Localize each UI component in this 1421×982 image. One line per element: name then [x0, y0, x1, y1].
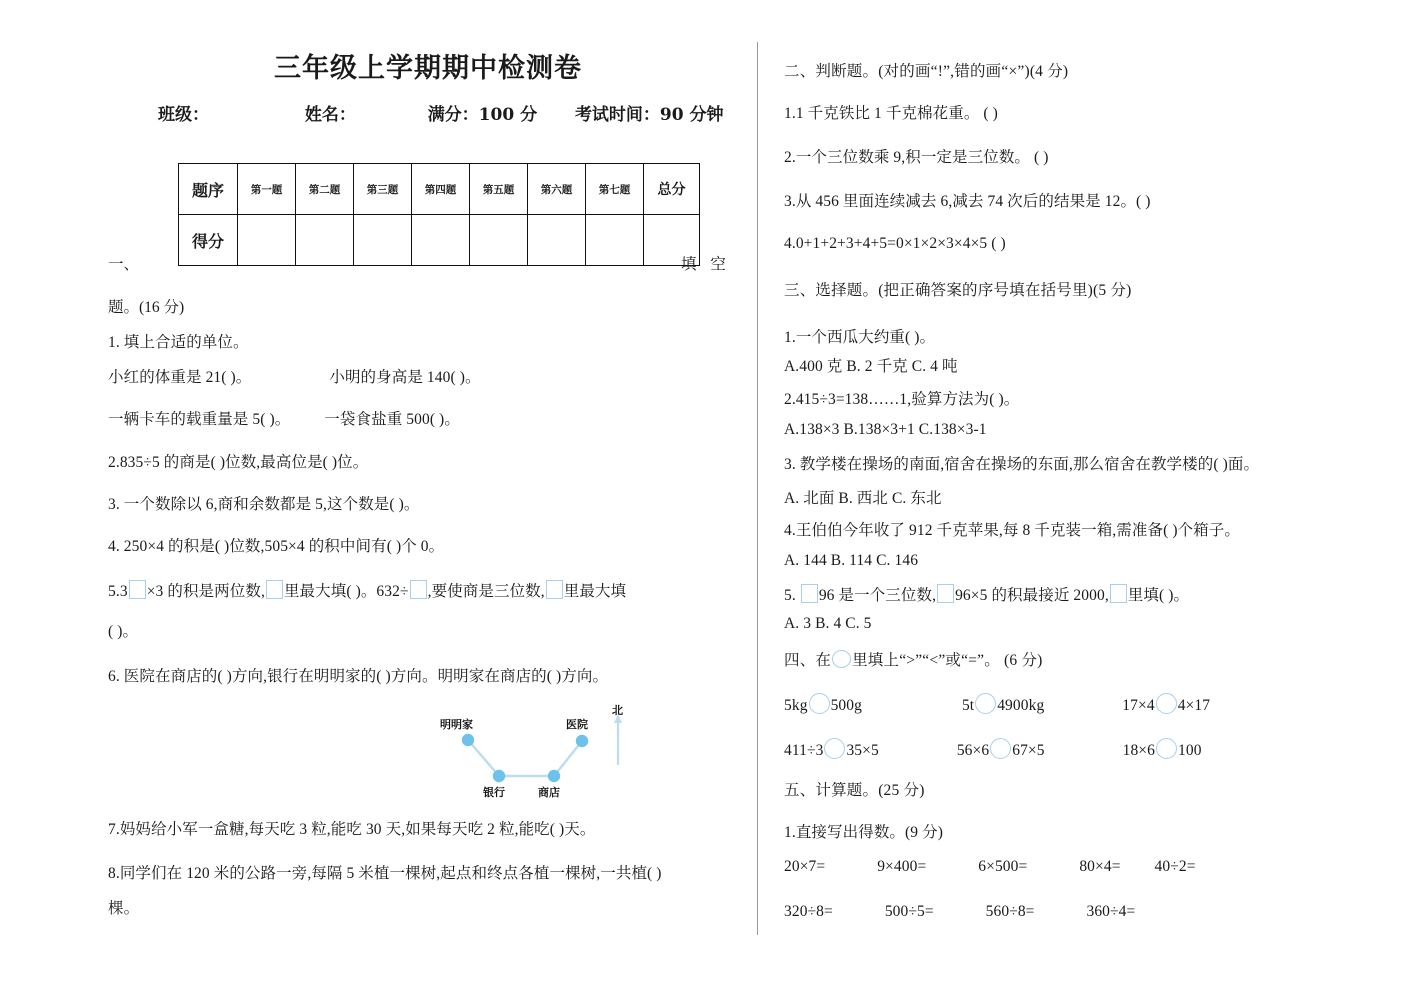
calc-item-8: 560÷8= [985, 903, 1035, 920]
compare-left-4: 411÷3 [784, 742, 824, 759]
dot-store [548, 770, 560, 782]
calc-item-7: 500÷5= [884, 903, 934, 920]
column-divider [757, 42, 758, 935]
section4-row-2 [784, 738, 1202, 760]
compare-circle-icon[interactable] [1156, 738, 1177, 759]
section4-heading-part-2: 里填上“>”“<”或“=”。 (6 分) [852, 652, 1043, 669]
compare-circle-icon[interactable] [809, 693, 830, 714]
score-cell-5[interactable] [470, 215, 528, 266]
section3-q5-stem [784, 584, 1189, 605]
section1-heading-prefix: 一、 [108, 256, 140, 273]
q1-item-height: 小明的身高是 140( )。 [329, 369, 481, 386]
section3-q5-part-4: 里填( )。 [1127, 587, 1190, 604]
compare-left-2: 5t [961, 697, 975, 714]
section3-q4-options: A. 144 B. 114 C. 146 [784, 552, 919, 569]
section3-q5-options: A. 3 B. 4 C. 5 [784, 615, 872, 632]
route-line [468, 740, 582, 776]
section1-heading-tail: 填 空 [681, 256, 731, 273]
dot-bank [493, 770, 505, 782]
section2-heading: 二、判断题。(对的画“!”,错的画“×”)(4 分) [784, 63, 1069, 80]
compare-left-1: 5kg [784, 697, 808, 714]
map-label-north: 北 [612, 704, 623, 717]
table-row-score [179, 215, 700, 266]
compare-right-2: 4900kg [997, 697, 1045, 714]
score-cell-7[interactable] [586, 215, 644, 266]
q1-row-b [108, 410, 460, 429]
compare-circle-icon[interactable] [824, 738, 845, 759]
calc-item-2: 9×400= [877, 858, 927, 875]
total-header: 总分 [644, 164, 700, 215]
name-label: 姓名： [304, 105, 356, 125]
question-header-6: 第六题 [528, 164, 586, 215]
section3-q5-part-3: 96×5 的积最接近 2000, [955, 587, 1109, 604]
q5-part-1: 5.3 [108, 583, 128, 600]
answer-box-icon[interactable] [1110, 584, 1127, 603]
question-header-1: 第一题 [238, 164, 296, 215]
compare-circle-icon[interactable] [832, 650, 851, 668]
q5-line1 [108, 580, 626, 601]
map-label-hospital: 医院 [566, 718, 588, 731]
section3-q1-stem: 1.一个西瓜大约重( )。 [784, 329, 936, 346]
row-header-question: 题序 [179, 164, 238, 215]
section4-row-1 [784, 693, 1210, 715]
section3-heading: 三、选择题。(把正确答案的序号填在括号里)(5 分) [784, 282, 1132, 299]
section3-q2-stem: 2.415÷3=138……1,验算方法为( )。 [784, 391, 1020, 408]
compare-circle-icon[interactable] [1156, 693, 1177, 714]
row-header-score: 得分 [179, 215, 238, 266]
compare-circle-icon[interactable] [990, 738, 1011, 759]
question-header-7: 第七题 [586, 164, 644, 215]
table-row-question [179, 164, 700, 215]
class-label: 班级： [158, 105, 209, 125]
section3-q1-options: A.400 克 B. 2 千克 C. 4 吨 [784, 358, 958, 375]
dot-hospital [576, 735, 588, 747]
map-label-home: 明明家 [440, 718, 473, 731]
question-header-3: 第三题 [354, 164, 412, 215]
section4-heading [784, 650, 1042, 670]
page-title: 三年级上学期期中检测卷 [274, 53, 582, 84]
q8-line1: 8.同学们在 120 米的公路一旁,每隔 5 米植一棵树,起点和终点各植一棵树,一共植( ) [108, 865, 662, 882]
q5-part-4: ,要使商是三位数, [427, 583, 545, 600]
compare-right-5: 67×5 [1012, 742, 1045, 759]
section3-q5-part-2: 96 是一个三位数, [818, 587, 937, 604]
q1-stem: 1. 填上合适的单位。 [108, 334, 249, 351]
section2-item-4: 4.0+1+2+3+4+5=0×1×2×3×4×5 ( ) [784, 235, 1006, 252]
compare-right-6: 100 [1178, 742, 1202, 759]
answer-box-icon[interactable] [410, 580, 427, 599]
calc-item-6: 320÷8= [784, 903, 833, 920]
section2-item-3: 3.从 456 里面连续减去 6,减去 74 次后的结果是 12。( ) [784, 193, 1151, 210]
score-cell-2[interactable] [296, 215, 354, 266]
section5-row-1 [784, 857, 1196, 876]
q1-item-weight: 小红的体重是 21( )。 [108, 369, 252, 386]
question-header-5: 第五题 [470, 164, 528, 215]
section3-q5-part-1: 5. [784, 587, 800, 604]
score-table [178, 163, 700, 266]
calc-item-9: 360÷4= [1086, 903, 1136, 920]
section4-heading-part-1: 四、在 [784, 652, 832, 669]
section3-q4-stem: 4.王伯伯今年收了 912 千克苹果,每 8 千克装一箱,需准备( )个箱子。 [784, 522, 1240, 539]
compare-left-3: 17×4 [1122, 697, 1155, 714]
score-cell-3[interactable] [354, 215, 412, 266]
exam-time-label: 考试时间：90 分钟 [574, 105, 724, 125]
direction-diagram [330, 700, 650, 810]
compare-right-3: 4×17 [1177, 697, 1211, 714]
section5-row-2 [784, 902, 1135, 921]
map-label-store: 商店 [538, 786, 560, 799]
q5-part-2: ×3 的积是两位数, [146, 583, 265, 600]
section5-heading: 五、计算题。(25 分) [784, 782, 925, 799]
question-header-2: 第二题 [296, 164, 354, 215]
section3-q3-options: A. 北面 B. 西北 C. 东北 [784, 490, 942, 507]
calc-item-3: 6×500= [978, 858, 1028, 875]
answer-box-icon[interactable] [801, 584, 818, 603]
section3-q2-options: A.138×3 B.138×3+1 C.138×3-1 [784, 421, 987, 438]
answer-box-icon[interactable] [937, 584, 954, 603]
compare-left-6: 18×6 [1122, 742, 1155, 759]
answer-box-icon[interactable] [129, 580, 146, 599]
score-cell-1[interactable] [238, 215, 296, 266]
calc-item-5: 40÷2= [1154, 858, 1196, 875]
answer-box-icon[interactable] [546, 580, 563, 599]
section5-q1-stem: 1.直接写出得数。(9 分) [784, 824, 943, 841]
score-cell-6[interactable] [528, 215, 586, 266]
calc-item-4: 80×4= [1079, 858, 1121, 875]
map-label-bank: 银行 [483, 786, 505, 799]
q7: 7.妈妈给小军一盒糖,每天吃 3 粒,能吃 30 天,如果每天吃 2 粒,能吃( )天。 [108, 821, 596, 838]
q5-part-5: 里最大填 [563, 583, 627, 600]
answer-box-icon[interactable] [266, 580, 283, 599]
q1-row-a [108, 368, 481, 387]
calc-item-1: 20×7= [784, 858, 826, 875]
section2-item-2: 2.一个三位数乘 9,积一定是三位数。 ( ) [784, 149, 1049, 166]
full-score-label: 满分：100 分 [427, 105, 538, 125]
q8-line2: 棵。 [108, 900, 140, 917]
section2-item-1: 1.1 千克铁比 1 千克棉花重。 ( ) [784, 105, 998, 122]
q1-item-salt: 一袋食盐重 500( )。 [324, 411, 460, 428]
score-cell-4[interactable] [412, 215, 470, 266]
q5-part-3: 里最大填( )。632÷ [283, 583, 409, 600]
q2: 2.835÷5 的商是( )位数,最高位是( )位。 [108, 454, 369, 471]
dot-home [462, 734, 474, 746]
question-header-4: 第四题 [412, 164, 470, 215]
q6: 6. 医院在商店的( )方向,银行在明明家的( )方向。明明家在商店的( )方向。 [108, 668, 609, 685]
q3: 3. 一个数除以 6,商和余数都是 5,这个数是( )。 [108, 496, 420, 513]
exam-info-line [158, 100, 758, 125]
compare-circle-icon[interactable] [975, 693, 996, 714]
section1-heading-second: 题。(16 分) [108, 299, 185, 316]
section3-q3-stem: 3. 教学楼在操场的南面,宿舍在操场的东面,那么宿舍在教学楼的( )面。 [784, 456, 1260, 473]
compare-right-1: 500g [830, 697, 862, 714]
compare-right-4: 35×5 [846, 742, 879, 759]
q1-item-truck: 一辆卡车的载重量是 5( )。 [108, 411, 291, 428]
q4: 4. 250×4 的积是( )位数,505×4 的积中间有( )个 0。 [108, 538, 445, 555]
compare-left-5: 56×6 [956, 742, 990, 759]
q5-line2: ( )。 [108, 623, 139, 640]
